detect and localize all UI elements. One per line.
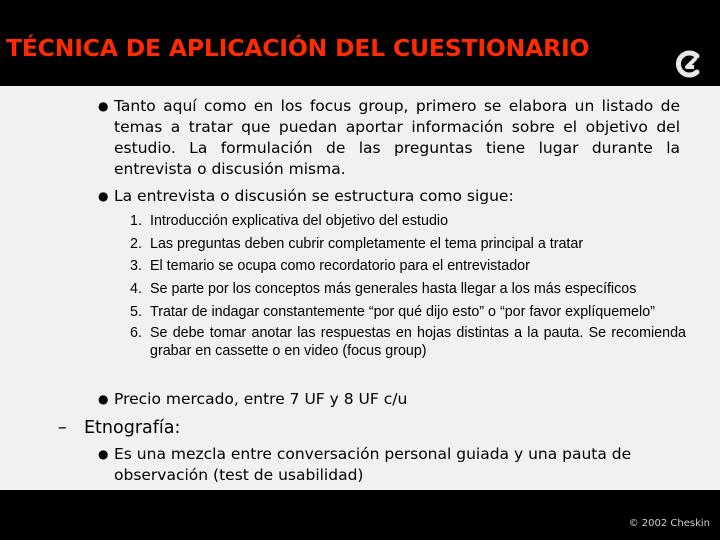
list-item: 6. Se debe tomar anotar las respuestas en hojas distintas a la pauta. Se recomienda grabar en cassette o en video (focus group) bbox=[130, 325, 686, 359]
bullet-item-ethnography bbox=[98, 444, 654, 486]
list-item: 2. Las preguntas deben cubrir completamente el tema principal a tratar bbox=[130, 235, 584, 252]
section-title: Etnografía: bbox=[84, 418, 181, 438]
slide-title: TÉCNICA DE APLICACIÓN DEL CUESTIONARIO bbox=[6, 34, 590, 62]
cheskin-logo-icon bbox=[670, 46, 706, 82]
list-item: 1. Introducción explicativa del objetivo del estudio bbox=[130, 213, 449, 229]
dash-marker: – bbox=[58, 418, 67, 438]
bullet-item-intro bbox=[98, 96, 680, 180]
section-heading-ethnography bbox=[58, 416, 180, 440]
list-item: 4. Se parte por los conceptos más generales hasta llegar a los más específicos bbox=[130, 280, 637, 297]
bullet-dot-icon: ● bbox=[98, 99, 109, 113]
bullet-item-price bbox=[98, 389, 680, 410]
bullet-text: Precio mercado, entre 7 UF y 8 UF c/u bbox=[114, 390, 408, 408]
bullet-text: Tanto aquí como en los focus group, primero se elabora un listado de temas a tratar que puedan aportar información sobre el objetivo del estudio. La formulación de las preguntas tiene lugar durante la entrevista o discusión misma. bbox=[114, 97, 680, 178]
copyright-notice: © 2002 Cheskin bbox=[628, 518, 710, 529]
slide-footer bbox=[0, 490, 720, 540]
slide-header bbox=[0, 0, 720, 86]
list-item: 5. Tratar de indagar constantemente “por qué dijo esto” o “por favor explíquemelo” bbox=[130, 304, 655, 320]
list-item: 3. El temario se ocupa como recordatorio para el entrevistador bbox=[130, 258, 530, 274]
slide-content bbox=[0, 86, 720, 490]
bullet-dot-icon: ● bbox=[98, 392, 109, 406]
bullet-dot-icon: ● bbox=[98, 189, 109, 203]
numbered-list bbox=[130, 210, 686, 362]
bullet-text: La entrevista o discusión se estructura como sigue: bbox=[114, 187, 514, 205]
bullet-item-structure bbox=[98, 186, 680, 207]
bullet-text: Es una mezcla entre conversación personal guiada y una pauta de observación (test de usabilidad) bbox=[114, 445, 632, 484]
bullet-dot-icon: ● bbox=[98, 447, 109, 461]
